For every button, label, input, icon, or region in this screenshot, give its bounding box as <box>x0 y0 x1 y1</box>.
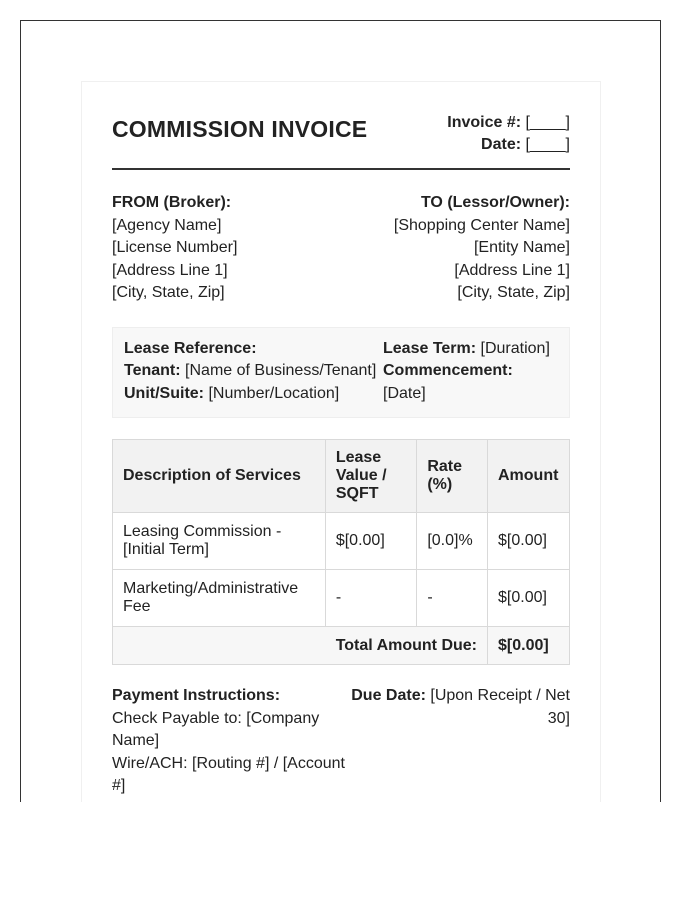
from-block <box>112 192 237 305</box>
from-line: [Agency Name] <box>112 216 222 234</box>
check-payable-line: Check Payable to: [Company Name] <box>112 709 320 749</box>
table-cell: [0.0]% <box>417 513 488 570</box>
lease-term-value: [Duration] <box>480 339 550 357</box>
lease-right-column <box>383 338 559 406</box>
lease-left-column <box>124 338 383 406</box>
to-line: [Shopping Center Name] <box>393 216 570 234</box>
tenant-value: [Name of Business/Tenant] <box>185 362 377 379</box>
lease-term-label: Lease Term: <box>383 339 477 357</box>
tenant-line <box>124 360 383 383</box>
table-cell: - <box>325 570 416 627</box>
payment-section <box>112 685 570 798</box>
invoice-header <box>112 110 570 170</box>
table-cell: Marketing/Administrative Fee <box>113 570 326 627</box>
to-line: [Entity Name] <box>473 239 570 256</box>
commencement-label: Commencement: <box>383 362 513 379</box>
lease-term-line <box>383 338 559 361</box>
from-line: [License Number] <box>112 239 238 256</box>
to-heading: TO (Lessor/Owner): <box>420 194 570 211</box>
due-date-value: [Upon Receipt / Net 30] <box>430 687 570 727</box>
to-line: [City, State, Zip] <box>457 284 570 301</box>
payment-heading: Payment Instructions: <box>112 687 281 704</box>
unit-value: [Number/Location] <box>208 384 340 402</box>
lease-reference-label: Lease Reference: <box>124 339 257 357</box>
table-cell: $[0.00] <box>488 570 570 627</box>
invoice-number-value: [____] <box>525 114 570 131</box>
invoice-number-line <box>447 112 570 134</box>
invoice-date-label: Date: <box>481 136 522 153</box>
column-header: Amount <box>488 440 570 513</box>
table-header-row <box>113 440 570 513</box>
total-row <box>113 627 570 665</box>
from-line: [City, State, Zip] <box>112 284 225 301</box>
invoice-content <box>112 110 570 798</box>
services-table <box>112 439 570 665</box>
table-cell: $[0.00] <box>488 513 570 570</box>
due-date-label: Due Date: <box>351 687 426 704</box>
column-header: Rate (%) <box>417 440 488 513</box>
total-label: Total Amount Due: <box>113 627 488 665</box>
unit-line <box>124 383 383 406</box>
table-row <box>113 513 570 570</box>
payment-instructions <box>112 685 348 798</box>
table-cell: - <box>417 570 488 627</box>
table-row <box>113 570 570 627</box>
to-block <box>394 192 570 305</box>
commencement-line <box>383 360 559 405</box>
from-line: [Address Line 1] <box>112 261 228 279</box>
lease-reference-box <box>112 327 570 419</box>
invoice-meta <box>447 112 570 156</box>
from-heading: FROM (Broker): <box>112 194 232 211</box>
invoice-date-value: [____] <box>525 136 570 153</box>
unit-label: Unit/Suite: <box>124 384 204 402</box>
column-header: Description of Services <box>113 440 326 513</box>
due-date-block <box>348 685 570 798</box>
invoice-date-line <box>447 134 570 156</box>
tenant-label: Tenant: <box>124 362 181 379</box>
to-line: [Address Line 1] <box>454 261 570 279</box>
commencement-value: [Date] <box>383 384 426 402</box>
invoice-number-label: Invoice #: <box>447 114 522 131</box>
wire-ach-line: Wire/ACH: [Routing #] / [Account #] <box>112 754 345 794</box>
parties-section <box>112 192 570 305</box>
total-value: $[0.00] <box>488 627 570 665</box>
table-cell: $[0.00] <box>325 513 416 570</box>
column-header: Lease Value / SQFT <box>325 440 416 513</box>
table-cell: Leasing Commission - [Initial Term] <box>113 513 326 570</box>
invoice-title: COMMISSION INVOICE <box>112 116 368 142</box>
